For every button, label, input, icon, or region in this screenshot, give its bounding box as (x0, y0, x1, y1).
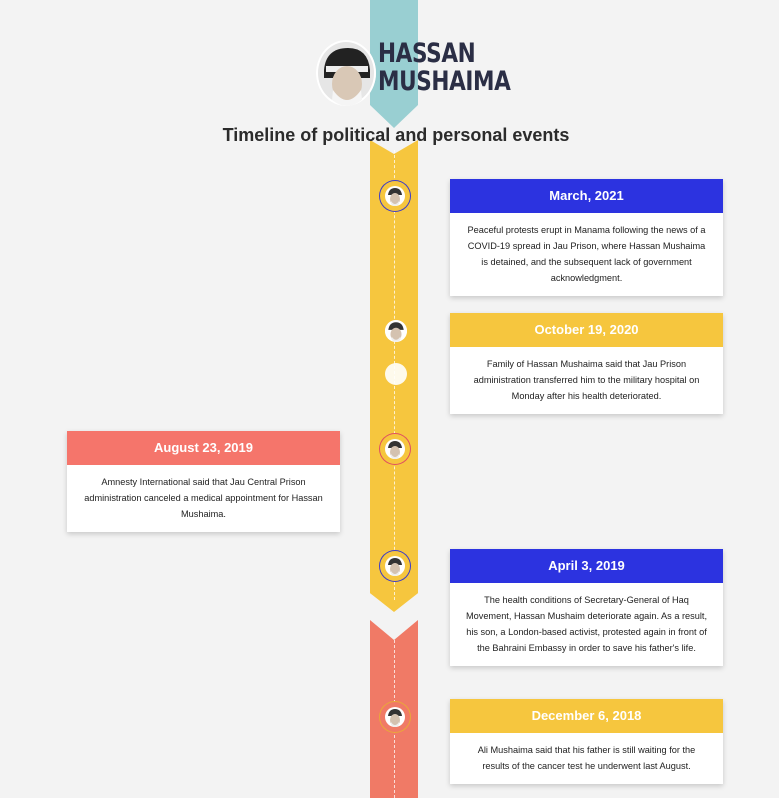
portrait-icon (385, 556, 405, 576)
portrait-icon (385, 186, 405, 206)
event-description: Amnesty International said that Jau Central Prison administration canceled a medical appointment for Hassan Mushaima. (84, 477, 323, 519)
event-card (450, 699, 723, 784)
timeline-marker-3 (380, 434, 410, 464)
name-line-1: HASSAN (378, 38, 476, 69)
event-date: December 6, 2018 (450, 699, 723, 733)
page-title: Timeline of political and personal events (222, 125, 570, 145)
event-date: March, 2021 (450, 179, 723, 213)
event-description: The health conditions of Secretary-General of Haq Movement, Hassan Mushaim deteriorate again. As a result, his son, a London-based activist, protested again in front of the Bahraini Embassy in order to save his father's life. (465, 595, 708, 653)
timeline-marker-2 (385, 320, 407, 342)
timeline-marker-4 (380, 551, 410, 581)
portrait-icon (385, 707, 405, 727)
portrait-icon (385, 439, 405, 459)
event-date: October 19, 2020 (450, 313, 723, 347)
event-card (450, 179, 723, 296)
portrait-icon (385, 320, 407, 342)
portrait-photo (316, 40, 376, 106)
event-date: April 3, 2019 (450, 549, 723, 583)
event-description: Peaceful protests erupt in Manama following the news of a COVID-19 spread in Jau Prison, where Hassan Mushaima is detained, and the subsequent lack of government acknowledgment. (467, 225, 706, 283)
event-card (67, 431, 340, 532)
event-card (450, 313, 723, 414)
timeline-marker-5 (380, 702, 410, 732)
event-card (450, 549, 723, 666)
timeline-marker-1 (380, 181, 410, 211)
name-line-2: MUSHAIMA (378, 66, 511, 97)
timeline-dot (385, 363, 407, 385)
event-description: Family of Hassan Mushaima said that Jau Prison administration transferred him to the military hospital on Monday after his health deteriorated. (473, 359, 700, 401)
header-name (378, 40, 510, 96)
event-description: Ali Mushaima said that his father is still waiting for the results of the cancer test he underwent last August. (477, 745, 696, 771)
event-date: August 23, 2019 (67, 431, 340, 465)
